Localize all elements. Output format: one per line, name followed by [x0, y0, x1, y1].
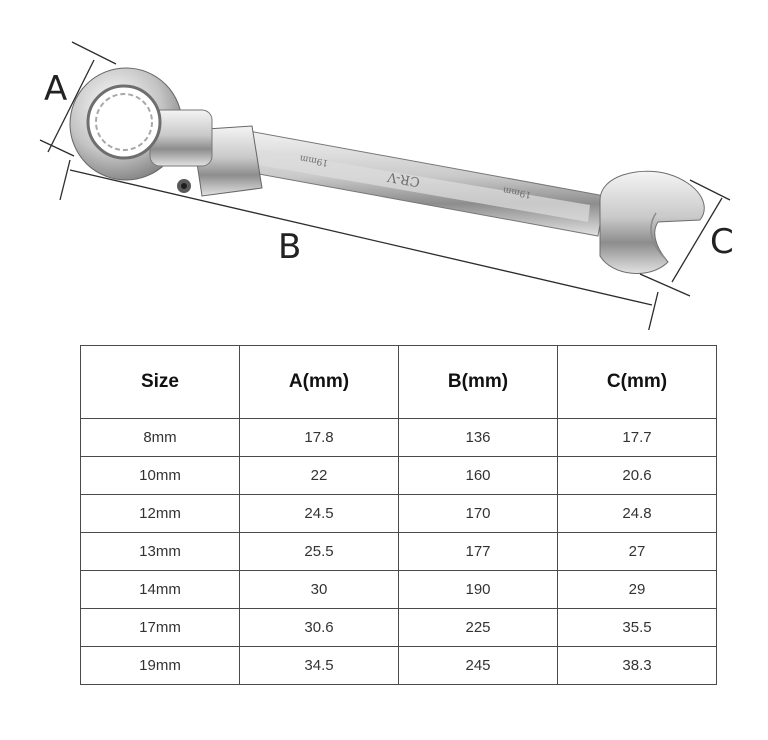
table-row [81, 533, 717, 571]
cell-a: 34.5 [240, 647, 399, 685]
cell-a: 30.6 [240, 609, 399, 647]
cell-a: 24.5 [240, 495, 399, 533]
cell-a: 30 [240, 571, 399, 609]
header-c: C(mm) [558, 346, 717, 419]
cell-size: 10mm [81, 457, 240, 495]
dimension-label-c: C [710, 222, 734, 262]
cell-a: 22 [240, 457, 399, 495]
cell-a: 17.8 [240, 419, 399, 457]
cell-b: 136 [399, 419, 558, 457]
size-spec-table [80, 345, 717, 685]
table-row [81, 647, 717, 685]
header-a: A(mm) [240, 346, 399, 419]
cell-b: 160 [399, 457, 558, 495]
cell-size: 17mm [81, 609, 240, 647]
dimension-label-b: B [278, 227, 302, 267]
cell-b: 225 [399, 609, 558, 647]
cell-c: 38.3 [558, 647, 717, 685]
cell-c: 17.7 [558, 419, 717, 457]
cell-c: 35.5 [558, 609, 717, 647]
wrench-dimension-diagram [0, 0, 768, 330]
cell-b: 190 [399, 571, 558, 609]
brand-engraving: CR-V [386, 168, 422, 189]
table-row [81, 495, 717, 533]
cell-b: 170 [399, 495, 558, 533]
cell-c: 29 [558, 571, 717, 609]
size-engraving-near: 19mm [299, 152, 330, 168]
wrench-illustration [70, 68, 704, 273]
table-row [81, 419, 717, 457]
header-size: Size [81, 346, 240, 419]
size-engraving-far: 19mm [502, 184, 533, 200]
cell-c: 20.6 [558, 457, 717, 495]
table-row [81, 609, 717, 647]
cell-size: 8mm [81, 419, 240, 457]
cell-c: 27 [558, 533, 717, 571]
cell-size: 12mm [81, 495, 240, 533]
dimension-label-a: A [44, 69, 68, 109]
cell-size: 14mm [81, 571, 240, 609]
table-header-row [81, 346, 717, 419]
cell-b: 177 [399, 533, 558, 571]
header-b: B(mm) [399, 346, 558, 419]
table-row [81, 571, 717, 609]
cell-size: 13mm [81, 533, 240, 571]
cell-c: 24.8 [558, 495, 717, 533]
cell-a: 25.5 [240, 533, 399, 571]
cell-size: 19mm [81, 647, 240, 685]
table-row [81, 457, 717, 495]
cell-b: 245 [399, 647, 558, 685]
